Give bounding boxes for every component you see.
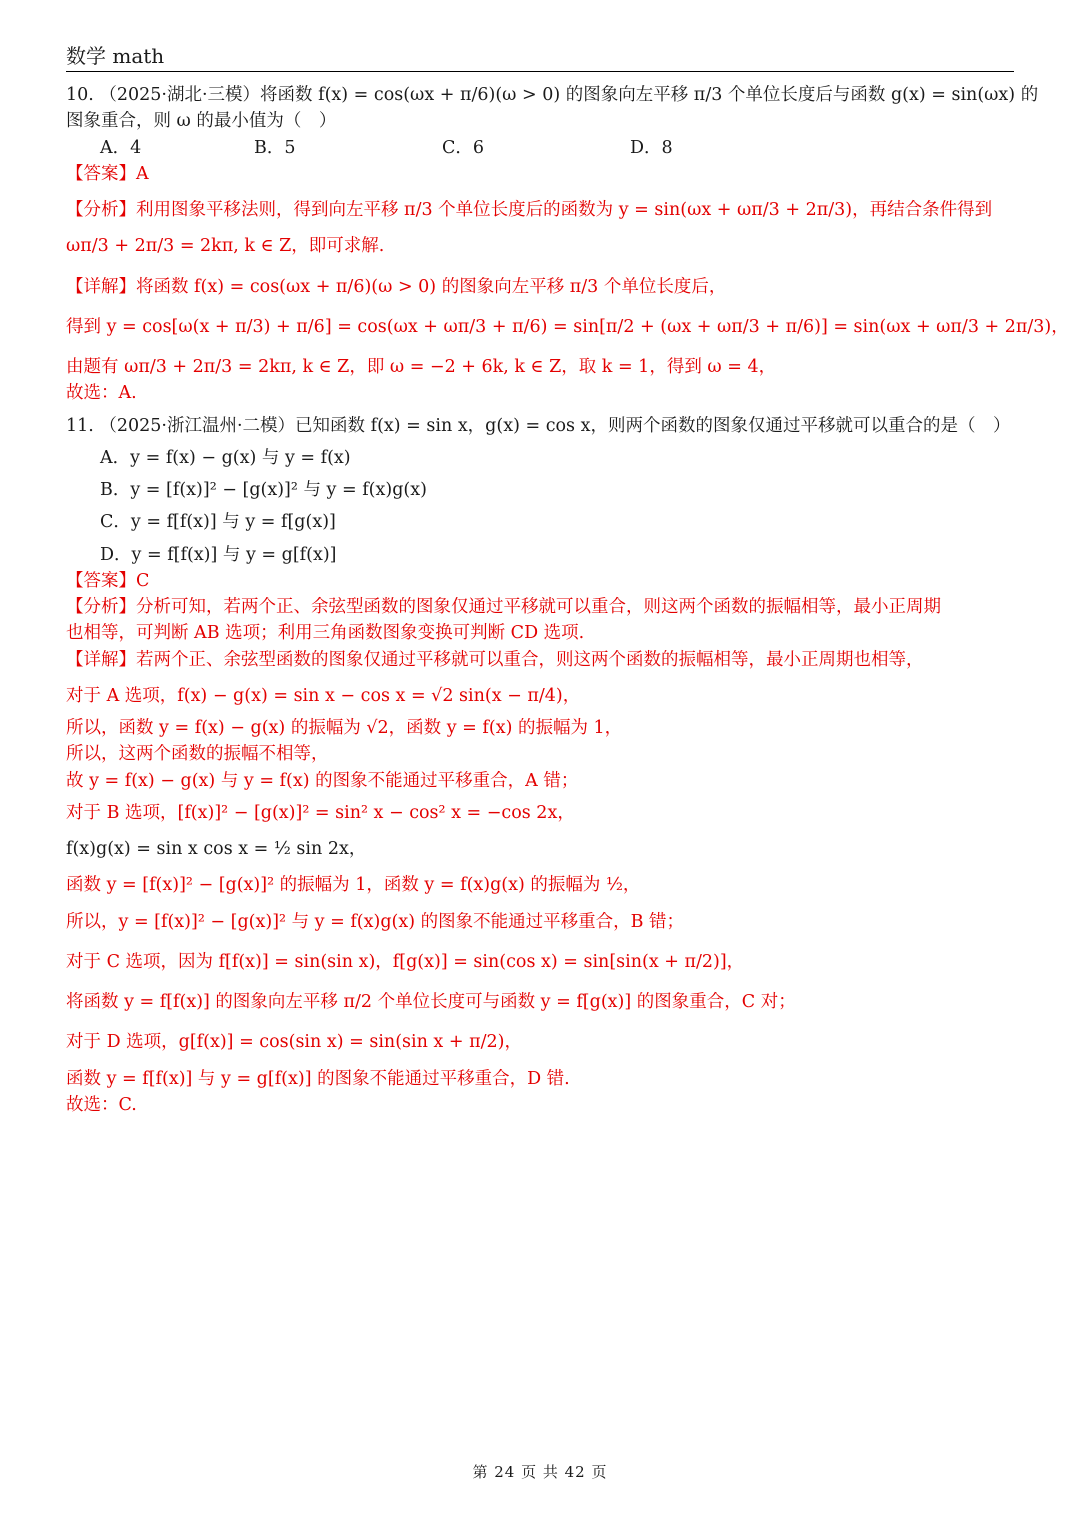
- q11-option-d: D．y = f[f(x)] 与 y = g[f(x)]: [100, 544, 337, 565]
- q11-conclusion: 故选：C.: [66, 1094, 137, 1115]
- q10-analysis-line-1: 【分析】利用图象平移法则，得到向左平移 π/3 个单位长度后的函数为 y = sin(ωx + ωπ/3 + 2π/3)，再结合条件得到: [66, 200, 993, 220]
- q11-detail-line: 所以，函数 y = f(x) − g(x) 的振幅为 √2，函数 y = f(x) 的振幅为 1，: [66, 718, 623, 738]
- q11-detail-line: 对于 C 选项，因为 f[f(x)] = sin(sin x)，f[g(x)] = sin(cos x) = sin[sin(x + π/2)]，: [66, 951, 745, 972]
- q10-option-a: A．4: [100, 137, 142, 158]
- q10-options: [66, 135, 1014, 161]
- q10-option-b: B．5: [254, 137, 296, 158]
- q10-option-d: D．8: [630, 137, 673, 158]
- q11-detail-line: 对于 B 选项，[f(x)]² − [g(x)]² = sin² x − cos² x = −cos 2x，: [66, 802, 575, 823]
- q11-detail-line: 将函数 y = f[f(x)] 的图象向左平移 π/2 个单位长度可与函数 y = f[g(x)] 的图象重合，C 对；: [66, 992, 796, 1012]
- q11-detail-line: 函数 y = f[f(x)] 与 y = g[f(x)] 的图象不能通过平移重合，D 错.: [66, 1068, 570, 1089]
- header-rule: [66, 71, 1014, 72]
- q11-option-b: B．y = [f(x)]² − [g(x)]² 与 y = f(x)g(x): [100, 480, 427, 500]
- q11-answer: 【答案】C: [66, 570, 150, 591]
- q11-option-c: C．y = f[f(x)] 与 y = f[g(x)]: [100, 512, 336, 533]
- q11-analysis-line-2: 也相等，可判断 AB 选项；利用三角函数图象变换可判断 CD 选项.: [66, 623, 585, 644]
- q10-detail-line-1: 【详解】将函数 f(x) = cos(ωx + π/6)(ω > 0) 的图象向左平移 π/3 个单位长度后，: [66, 276, 727, 297]
- q10-answer: 【答案】A: [66, 163, 149, 184]
- q11-detail-line: f(x)g(x) = sin x cos x = ½ sin 2x，: [66, 839, 367, 859]
- q11-stem: 11. （2025·浙江温州·二模）已知函数 f(x) = sin x，g(x) = cos x，则两个函数的图象仅通过平移就可以重合的是（ ）: [66, 415, 1011, 436]
- q10-option-c: C．6: [442, 137, 485, 158]
- q11-option-a: A．y = f(x) − g(x) 与 y = f(x): [100, 447, 351, 468]
- document-body: [66, 82, 1069, 1118]
- q11-detail-line: 对于 D 选项，g[f(x)] = cos(sin x) = sin(sin x + π/2)，: [66, 1032, 522, 1053]
- q11-detail-line: 【详解】若两个正、余弦型函数的图象仅通过平移就可以重合，则这两个函数的振幅相等，最小正周期也相等，: [66, 649, 924, 670]
- q11-detail-line: 对于 A 选项，f(x) − g(x) = sin x − cos x = √2 sin(x − π/4)，: [66, 685, 581, 706]
- question-11: [66, 413, 1014, 1119]
- q10-conclusion: 故选：A.: [66, 383, 137, 404]
- question-10: [66, 82, 1069, 407]
- q10-stem-line-2: 图象重合，则 ω 的最小值为（ ）: [66, 111, 337, 132]
- q11-detail-line: 所以，y = [f(x)]² − [g(x)]² 与 y = f(x)g(x) 的图象不能通过平移重合，B 错；: [66, 911, 685, 932]
- q11-detail-line: 所以，这两个函数的振幅不相等，: [66, 744, 329, 765]
- q11-analysis-line-1: 【分析】分析可知，若两个正、余弦型函数的图象仅通过平移就可以重合，则这两个函数的振幅相等，最小正周期: [66, 597, 941, 617]
- q11-detail-line: 故 y = f(x) − g(x) 与 y = f(x) 的图象不能通过平移重合，A 错；: [66, 770, 579, 791]
- page-header-title: 数学 math: [66, 44, 165, 68]
- q10-analysis-line-2: ωπ/3 + 2π/3 = 2kπ, k ∈ Z，即可求解.: [66, 236, 385, 257]
- q10-detail-line-2: 得到 y = cos[ω(x + π/3) + π/6] = cos(ωx + ωπ/3 + π/6) = sin[π/2 + (ωx + ωπ/3 + π/6)] = sin(ωx + ωπ/3 + 2π/3)，: [66, 316, 1069, 337]
- q11-detail-line: 函数 y = [f(x)]² − [g(x)]² 的振幅为 1，函数 y = f(x)g(x) 的振幅为 ½，: [66, 875, 641, 896]
- q10-stem-line-1: 10. （2025·湖北·三模）将函数 f(x) = cos(ωx + π/6)(ω > 0) 的图象向左平移 π/3 个单位长度后与函数 g(x) = sin(ωx) 的: [66, 85, 1039, 105]
- q10-detail-line-3: 由题有 ωπ/3 + 2π/3 = 2kπ, k ∈ Z，即 ω = −2 + 6k, k ∈ Z，取 k = 1，得到 ω = 4，: [66, 357, 777, 377]
- page-number: 第 24 页 共 42 页: [472, 1463, 608, 1481]
